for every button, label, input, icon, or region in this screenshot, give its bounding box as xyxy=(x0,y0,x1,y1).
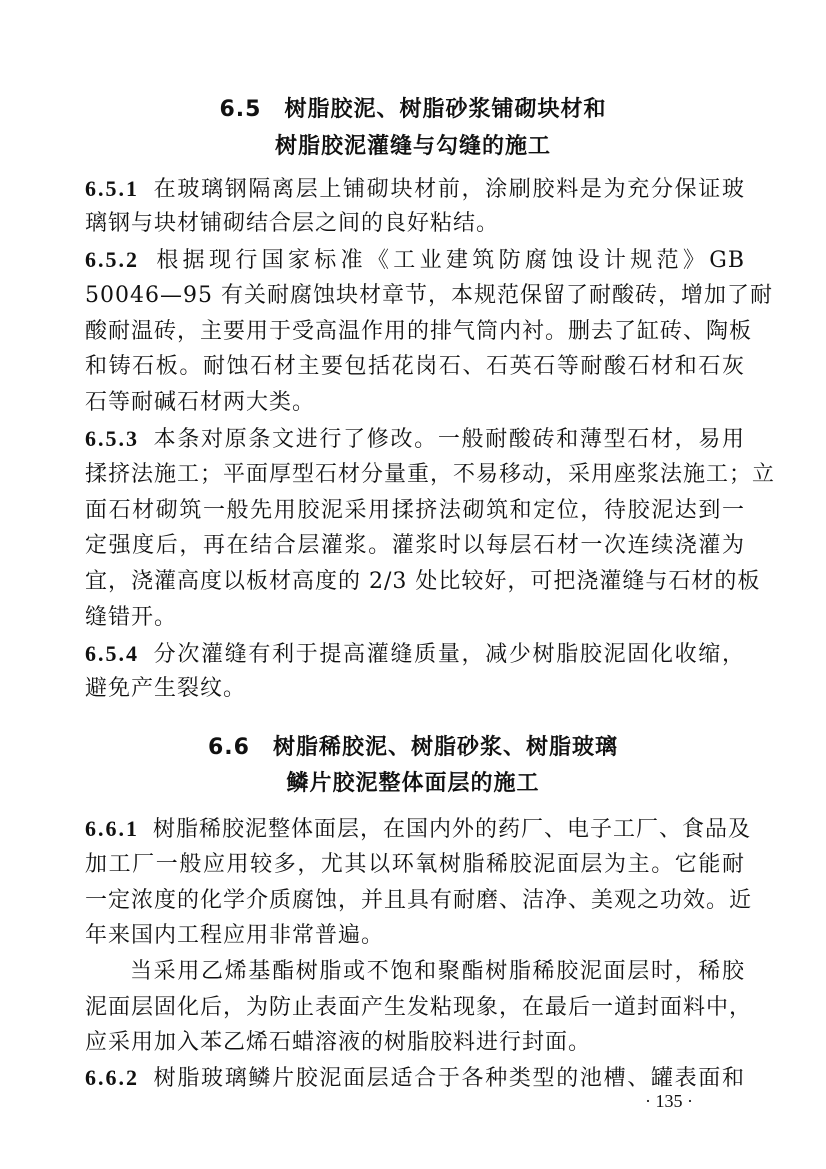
clause-6-6-1-line: 6.6.1 树脂稀胶泥整体面层，在国内外的药厂、电子工厂、食品及 xyxy=(85,816,752,842)
clause-6-5-3-line: 缝错开。 xyxy=(85,605,178,630)
clause-6-6-2-line: 6.6.2 树脂玻璃鳞片胶泥面层适合于各种类型的池槽、罐表面和 xyxy=(85,1065,745,1091)
clause-6-6-1-line: 一定浓度的化学介质腐蚀，并且具有耐磨、洁净、美观之功效。近 xyxy=(85,888,753,913)
clause-6-5-2-line: 酸耐温砖，主要用于受高温作用的排气筒内衬。删去了缸砖、陶板 xyxy=(85,319,753,344)
clause-6-5-1-line: 6.5.1 在玻璃钢隔离层上铺砌块材前，涂刷胶料是为充分保证玻 xyxy=(85,176,745,202)
clause-6-5-2-line: 石等耐碱石材两大类。 xyxy=(85,390,316,415)
clause-6-5-3-line: 揉挤法施工；平面厚型石材分量重，不易移动，采用座浆法施工；立 xyxy=(85,462,776,487)
clause-6-6-1-para2-line: 泥面层固化后，为防止表面产生发粘现象，在最后一道封面料中， xyxy=(85,995,753,1020)
clause-6-5-3-line: 6.5.3 本条对原条文进行了修改。一般耐酸砖和薄型石材，易用 xyxy=(85,426,745,452)
clause-6-6-1-para2-line: 应采用加入苯乙烯石蜡溶液的树脂胶料进行封面。 xyxy=(85,1030,592,1055)
clause-number: 6.5.4 xyxy=(85,641,139,666)
section-6-6-title-line1: 6.6 树脂稀胶泥、树脂砂浆、树脂玻璃 xyxy=(208,735,618,760)
section-6-5-title-line1: 6.5 树脂胶泥、树脂砂浆铺砌块材和 xyxy=(219,97,607,122)
clause-6-5-2-line: 和铸石板。耐蚀石材主要包括花岗石、石英石等耐酸石材和石灰 xyxy=(85,354,745,379)
clause-number: 6.5.2 xyxy=(85,247,139,272)
clause-6-5-1-line: 璃钢与块材铺砌结合层之间的良好粘结。 xyxy=(85,211,500,236)
clause-number: 6.5.3 xyxy=(85,426,139,451)
clause-6-5-3-line: 定强度后，再在结合层灌浆。灌浆时以每层石材一次连续浇灌为 xyxy=(85,533,745,558)
clause-6-5-2-line: 6.5.2 根据现行国家标准《工业建筑防腐蚀设计规范》GB xyxy=(85,247,745,273)
clause-6-6-1-para2-line: 当采用乙烯基酯树脂或不饱和聚酯树脂稀胶泥面层时，稀胶 xyxy=(130,959,745,984)
page-number: · 135 · xyxy=(645,1091,693,1111)
clause-6-6-1-line: 年来国内工程应用非常普遍。 xyxy=(85,923,385,948)
clause-number: 6.6.2 xyxy=(85,1065,139,1090)
clause-6-5-4-line: 6.5.4 分次灌缝有利于提高灌缝质量，减少树脂胶泥固化收缩， xyxy=(85,641,745,667)
section-6-5-title-line2: 树脂胶泥灌缝与勾缝的施工 xyxy=(274,134,551,159)
clause-number: 6.5.1 xyxy=(85,176,139,201)
clause-6-5-4-line: 避免产生裂纹。 xyxy=(85,676,247,701)
clause-number: 6.6.1 xyxy=(85,816,139,841)
clause-6-5-3-line: 宜，浇灌高度以板材高度的 2/3 处比较好，可把浇灌缝与石材的板 xyxy=(85,569,761,594)
clause-6-5-2-line: 50046—95 有关耐腐蚀块材章节，本规范保留了耐酸砖，增加了耐 xyxy=(85,283,773,308)
section-6-6-title-line2: 鳞片胶泥整体面层的施工 xyxy=(286,771,540,796)
clause-6-5-3-line: 面石材砌筑一般先用胶泥采用揉挤法砌筑和定位，待胶泥达到一 xyxy=(85,498,745,523)
clause-6-6-1-line: 加工厂一般应用较多，尤其以环氧树脂稀胶泥面层为主。它能耐 xyxy=(85,852,745,877)
